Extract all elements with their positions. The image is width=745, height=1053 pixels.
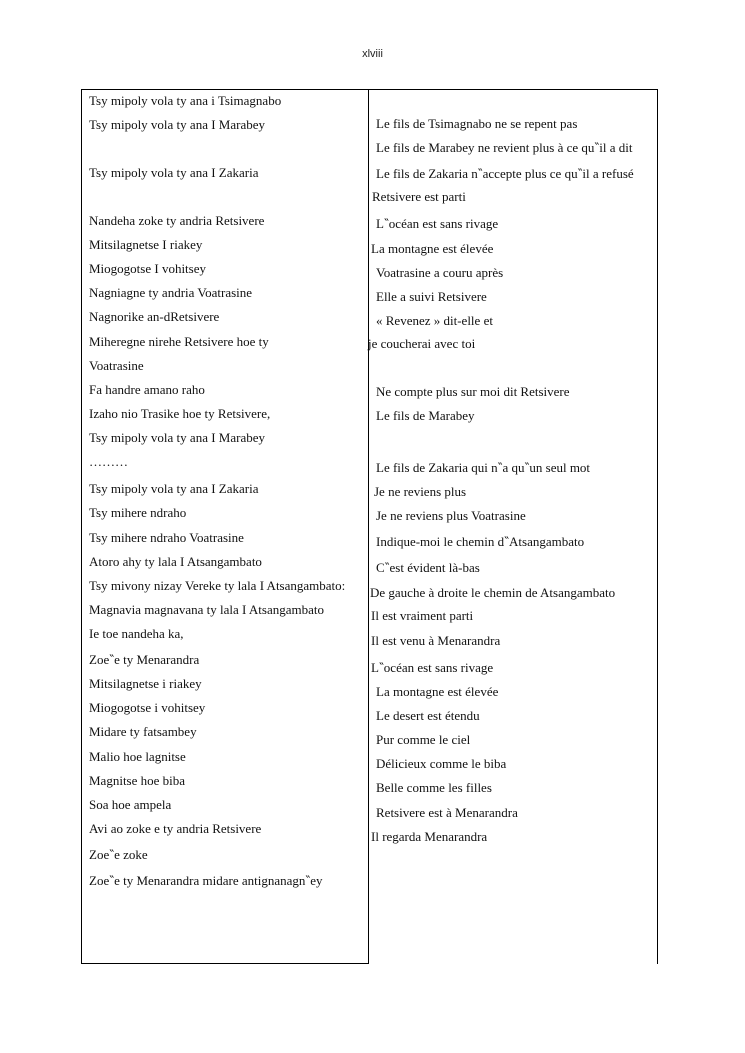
verse-line: Magnitse hoe biba [89, 773, 186, 788]
french-column [369, 89, 658, 964]
verse-line: Nandeha zoke ty andria Retsivere [89, 213, 265, 228]
verse-line: Belle comme les filles [376, 780, 492, 795]
verse-line: Nagniagne ty andria Voatrasine [89, 285, 253, 300]
verse-line: Fa handre amano raho [89, 382, 205, 397]
verse-line: Retsivere est à Menarandra [376, 805, 518, 820]
verse-line: De gauche à droite le chemin de Atsangambato [370, 585, 616, 600]
verse-line: C‶est évident là-bas [376, 560, 480, 575]
verse-line: Voatrasine a couru après [376, 265, 504, 280]
verse-line: Le fils de Zakaria qui n‶a qu‶un seul mot [376, 460, 591, 475]
verse-line: La montagne est élevée [371, 241, 494, 256]
verse-line: Le fils de Zakaria n‶accepte plus ce qu‶il a refusé [376, 166, 634, 181]
verse-line: Tsy mihere ndraho [89, 505, 187, 520]
verse-line: Il est vraiment parti [371, 608, 474, 623]
verse-line: Ne compte plus sur moi dit Retsivere [376, 384, 570, 399]
verse-line: Soa hoe ampela [89, 797, 172, 812]
verse-line: je coucherai avec toi [368, 336, 476, 351]
verse-line: Midare ty fatsambey [89, 724, 197, 739]
verse-line: Zoe‶e zoke [89, 847, 148, 862]
verse-line: Izaho nio Trasike hoe ty Retsivere, [89, 406, 271, 421]
verse-line: Mitsilagnetse I riakey [89, 237, 203, 252]
verse-line: Avi ao zoke e ty andria Retsivere [89, 821, 262, 836]
verse-line: Zoe‶e ty Menarandra [89, 652, 200, 667]
verse-line: Je ne reviens plus Voatrasine [376, 508, 526, 523]
verse-line: Indique-moi le chemin d‶Atsangambato [376, 534, 585, 549]
verse-line: Tsy mivony nizay Vereke ty lala I Atsangambato: [89, 578, 346, 593]
page-number: xlviii [362, 48, 383, 60]
verse-line: Il est venu à Menarandra [371, 633, 501, 648]
verse-line: Ie toe nandeha ka, [89, 626, 184, 641]
verse-line: Le fils de Marabey ne revient plus à ce qu‶il a dit [376, 140, 633, 155]
verse-line: Tsy mipoly vola ty ana I Zakaria [89, 481, 259, 496]
verse-line: Tsy mipoly vola ty ana I Marabey [89, 117, 265, 132]
verse-line: Nagnorike an-dRetsivere [89, 309, 220, 324]
verse-line: Tsy mipoly vola ty ana I Zakaria [89, 165, 259, 180]
verse-line: Je ne reviens plus [374, 484, 467, 499]
translation-table [81, 89, 658, 965]
verse-line: Le desert est étendu [376, 708, 480, 723]
verse-line: Magnavia magnavana ty lala I Atsangambato [89, 602, 325, 617]
verse-line: L‶océan est sans rivage [371, 660, 494, 675]
verse-line: Retsivere est parti [372, 189, 466, 204]
verse-line: Délicieux comme le biba [376, 756, 507, 771]
verse-line: Le fils de Marabey [376, 408, 475, 423]
verse-line: Le fils de Tsimagnabo ne se repent pas [376, 116, 578, 131]
verse-line: Mitsilagnetse i riakey [89, 676, 202, 691]
verse-line: La montagne est élevée [376, 684, 499, 699]
verse-line: Pur comme le ciel [376, 732, 471, 747]
verse-line: « Revenez » dit-elle et [376, 313, 493, 328]
verse-line: Elle a suivi Retsivere [376, 289, 487, 304]
verse-line: Atoro ahy ty lala I Atsangambato [89, 554, 262, 569]
verse-line: Miogogotse i vohitsey [89, 700, 206, 715]
verse-line: Voatrasine [89, 358, 144, 373]
malagasy-column [81, 89, 369, 964]
verse-line: Il regarda Menarandra [371, 829, 488, 844]
verse-line: Tsy mihere ndraho Voatrasine [89, 530, 244, 545]
verse-line: Miheregne nirehe Retsivere hoe ty [89, 334, 269, 349]
verse-line: Zoe‶e ty Menarandra midare antignanagn‶ey [89, 873, 323, 888]
verse-line: Tsy mipoly vola ty ana I Marabey [89, 430, 265, 445]
verse-line: ……… [89, 454, 128, 469]
verse-line: Miogogotse I vohitsey [89, 261, 206, 276]
verse-line: Malio hoe lagnitse [89, 749, 186, 764]
verse-line: Tsy mipoly vola ty ana i Tsimagnabo [89, 93, 282, 108]
verse-line: L‶océan est sans rivage [376, 216, 499, 231]
